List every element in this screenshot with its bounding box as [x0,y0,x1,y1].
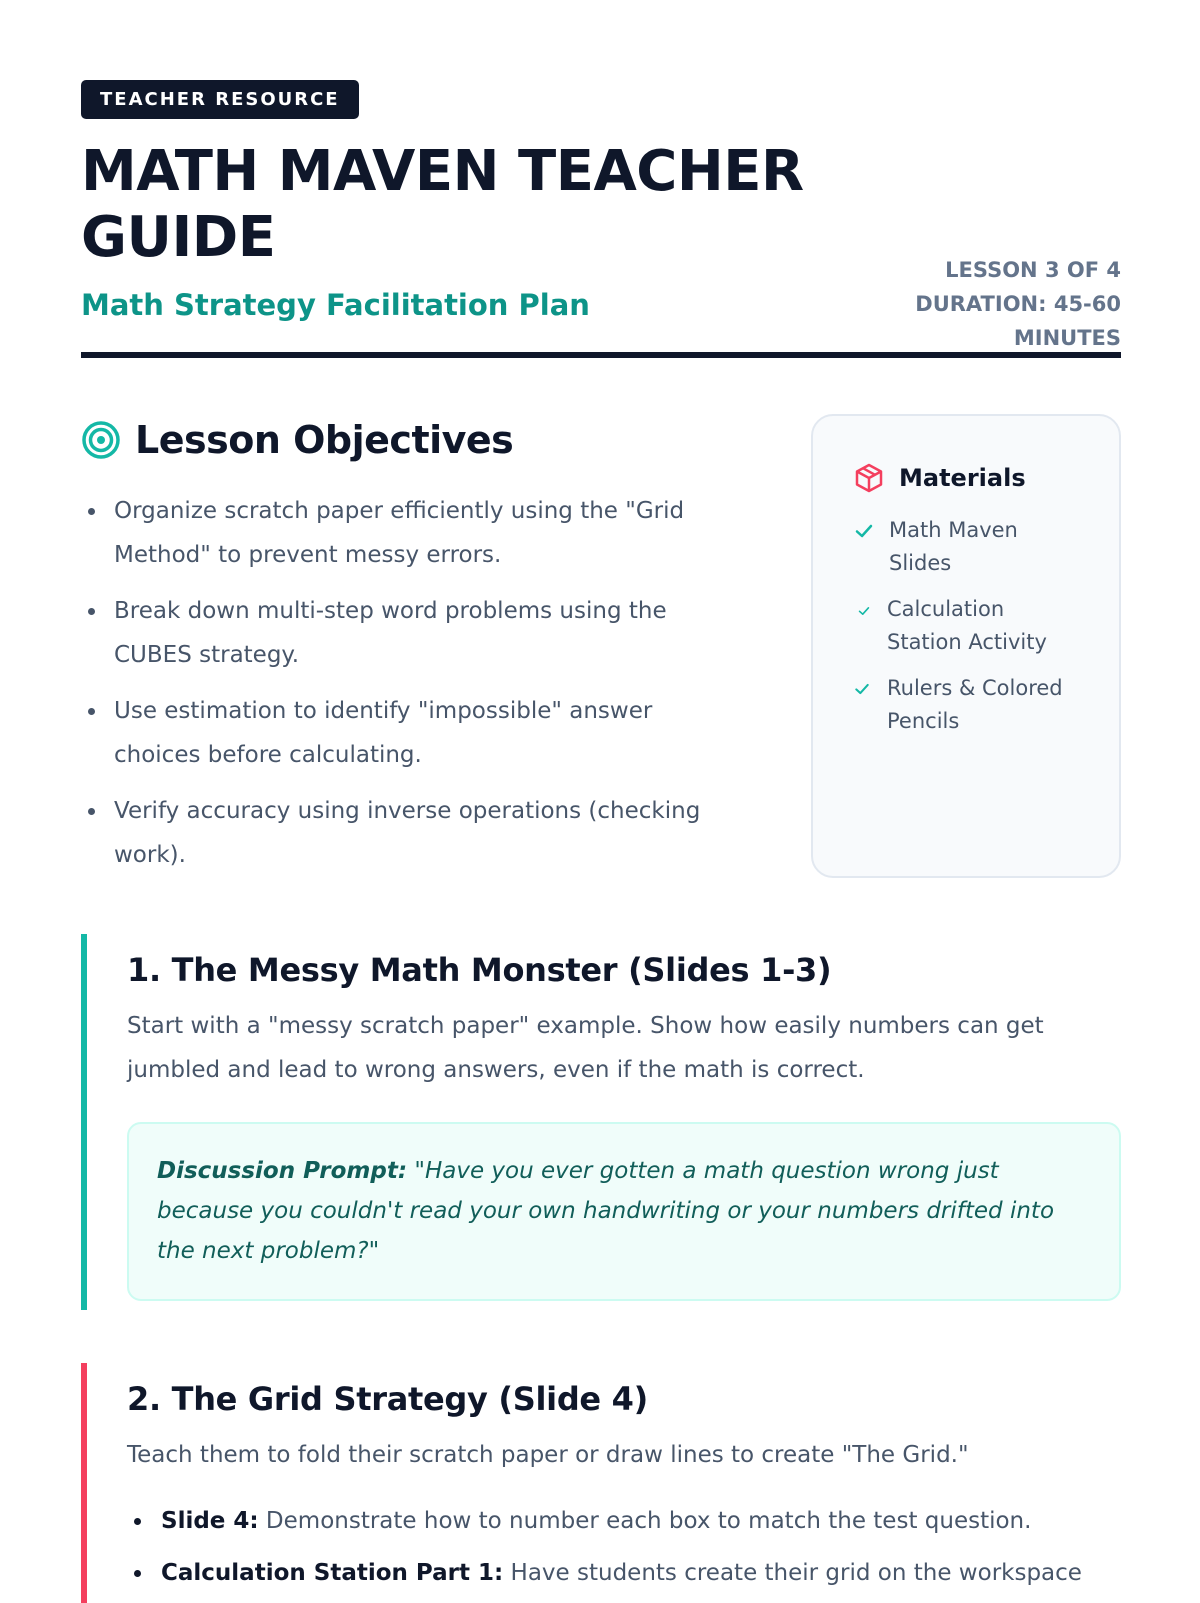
material-label: Math Maven Slides [889,518,1018,575]
materials-card [811,414,1121,878]
section-accent-bar [81,1363,87,1603]
lesson-duration: DURATION: 45-60 [915,292,1121,316]
list-item: Use estimation to identify "impossible" answer choices before calculating. [81,689,731,777]
teacher-guide-page [81,80,1121,1586]
list-item [127,1553,1121,1593]
list-item: Verify accuracy using inverse operations (checking work). [81,789,731,877]
material-label: Calculation Station Activity [887,597,1047,654]
bullet-term: Slide 4: [161,1508,259,1534]
objectives-heading [81,413,731,467]
check-icon [857,604,871,618]
section-messy-math-monster [81,934,1121,1310]
list-item [853,514,1079,580]
material-label: Rulers & Colored Pencils [887,676,1063,733]
objectives-title: Lesson Objectives [135,418,514,462]
section-body: Start with a "messy scratch paper" example. Show how easily numbers can get jumbled and lead to wrong answers, even if the math is correct. [127,1013,1044,1083]
materials-list [853,514,1079,738]
discussion-prompt [127,1122,1121,1301]
resource-badge: TEACHER RESOURCE [81,80,359,119]
prompt-text: "Have you ever gotten a math question wrong just because you couldn't read your own handwriting or your numbers drifted into the next problem?" [157,1158,1055,1264]
materials-heading [853,460,1079,496]
section-accent-bar [81,934,87,1310]
lesson-number: LESSON 3 OF 4 [945,258,1121,282]
bullet-term: Calculation Station Part 1: [161,1560,504,1586]
header-divider [81,352,1121,358]
page-subtitle: Math Strategy Facilitation Plan [81,288,590,322]
section-bullets [127,1501,1121,1593]
bullet-text: Demonstrate how to number each box to match the test question. [265,1508,1032,1534]
lesson-duration-unit: MINUTES [1013,326,1121,350]
list-item: Break down multi-step word problems using the CUBES strategy. [81,589,731,677]
list-item [853,672,1079,738]
objectives-list [81,489,731,877]
section-body: Teach them to fold their scratch paper or draw lines to create "The Grid." [127,1442,969,1468]
list-item: Organize scratch paper efficiently using the "Grid Method" to prevent messy errors. [81,489,731,577]
lesson-objectives [81,413,731,889]
target-icon [81,420,121,460]
cube-icon [853,462,885,494]
list-item [127,1501,1121,1541]
page-header [81,139,1121,350]
section-title: 2. The Grid Strategy (Slide 4) [127,1380,648,1418]
section-title: 1. The Messy Math Monster (Slides 1-3) [127,951,832,989]
page-title: MATH MAVEN TEACHER GUIDE [81,139,804,270]
check-icon [853,520,875,542]
bullet-text: Have students create their grid on the workspace [510,1560,1082,1586]
prompt-label: Discussion Prompt: [157,1158,408,1184]
list-item [853,593,1079,659]
section-grid-strategy [81,1363,1121,1603]
lesson-meta [891,253,1121,355]
check-icon [853,680,871,698]
materials-title: Materials [899,464,1026,492]
